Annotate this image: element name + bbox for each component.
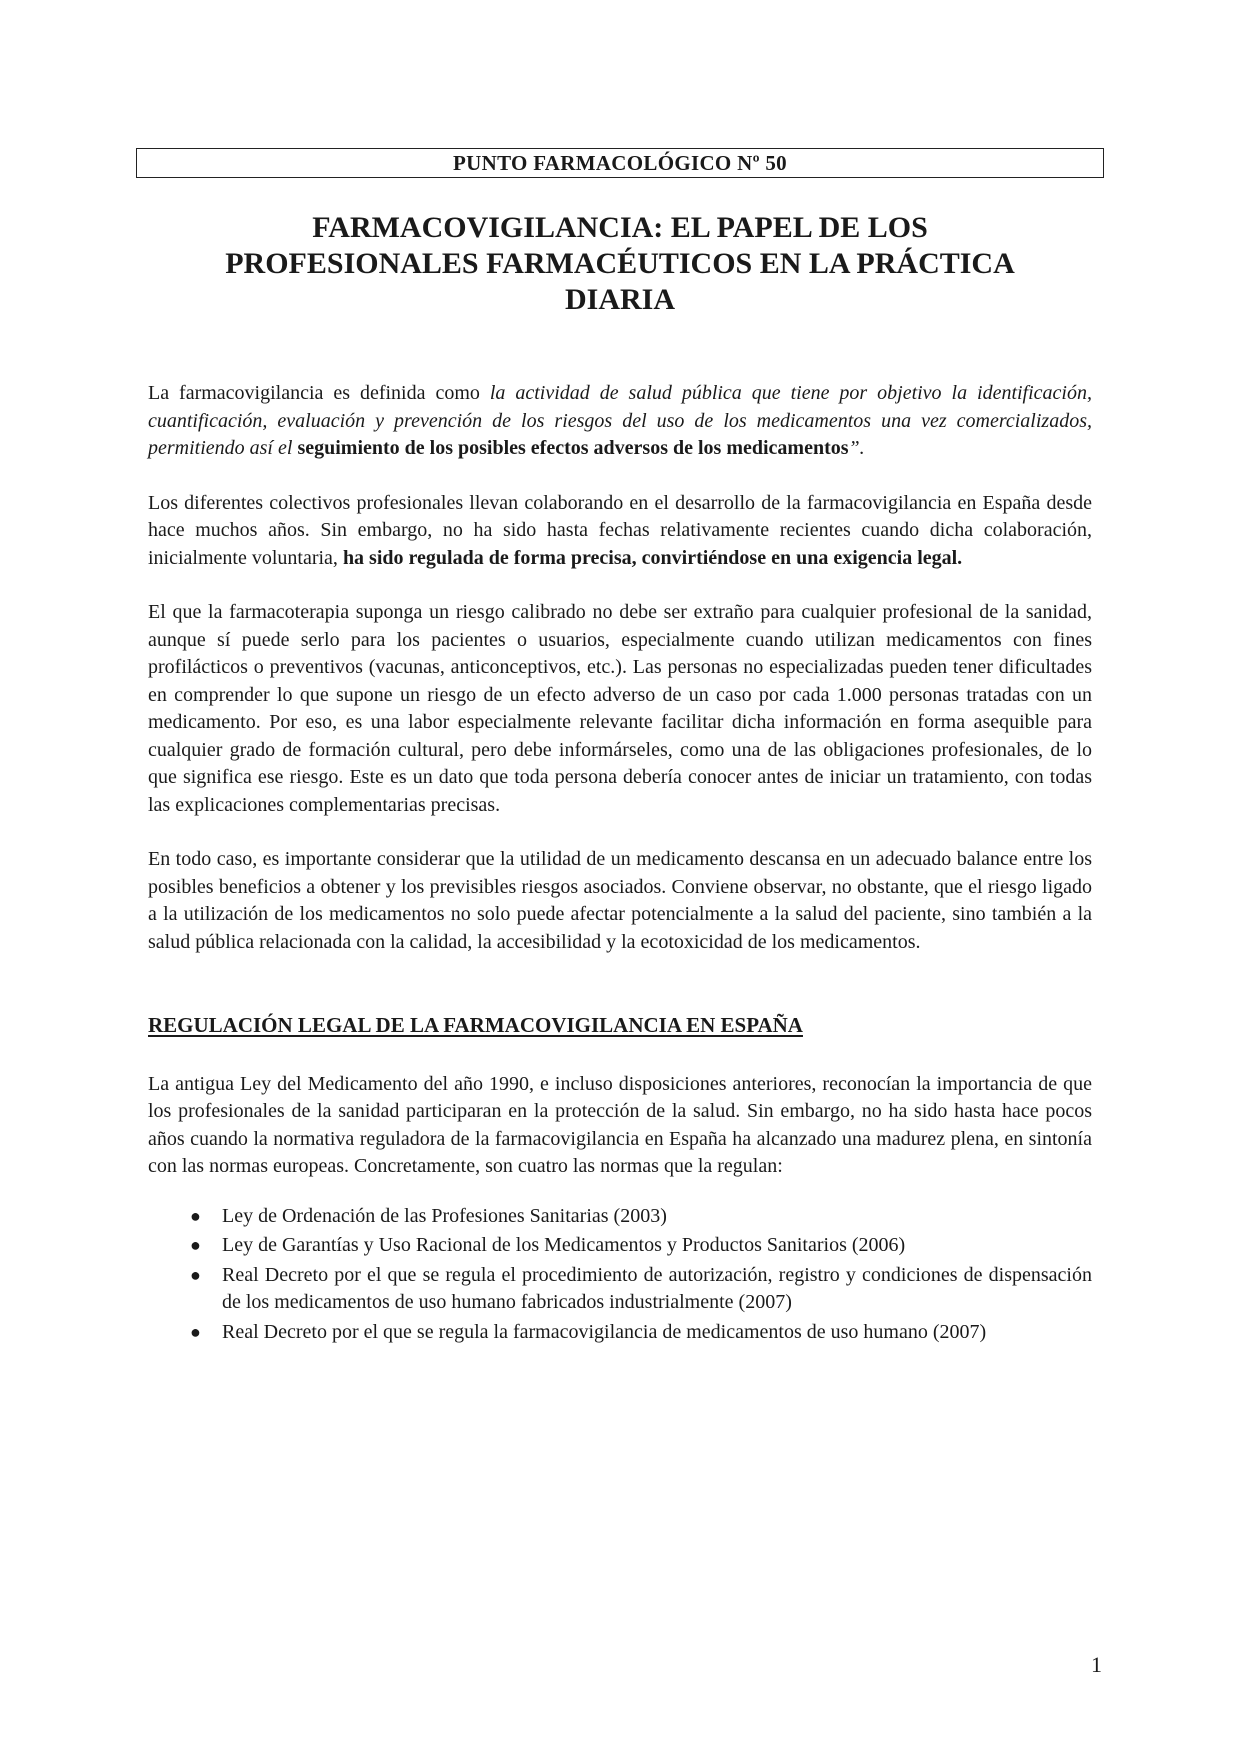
list-item-text: Real Decreto por el que se regula el procedimiento de autorización, registro y condiciones de dispensación de los medicamentos de uso humano fabricados industrialmente (2007) [222, 1263, 1092, 1313]
list-item [148, 1262, 1092, 1317]
definition-bold: seguimiento de los posibles efectos adversos de los medicamentos [297, 437, 849, 459]
list-item [148, 1203, 1092, 1231]
document-header-box [136, 148, 1104, 178]
bullet-icon: ● [190, 1321, 201, 1342]
paragraph-definition [148, 380, 1092, 463]
definition-intro: La farmacovigilancia es definida como [148, 382, 490, 404]
list-item-text: Ley de Garantías y Uso Racional de los Medicamentos y Productos Sanitarios (2006) [222, 1234, 906, 1256]
paragraph-regulation: La antigua Ley del Medicamento del año 1990, e incluso disposiciones anteriores, reconocían la importancia de que los profesionales de la sanidad participaran en la protección de la salud. Sin embargo, no ha sido hasta hace pocos años cuando la normativa reguladora de la farmacovigilancia en España ha alcanzado una madurez plena, en sintonía con las normas europeas. Concretamente, son cuatro las normas que la regulan: [148, 1072, 1092, 1177]
bullet-icon: ● [190, 1235, 201, 1255]
definition-italic: la actividad de salud pública que tiene por objetivo la identificación, cuantificación, evaluación y prevención de los riesgos del uso de los medicamentos una vez comercializados, permitiendo así el [148, 382, 1092, 459]
page-number: 1 [1091, 1652, 1102, 1677]
list-item-text: Ley de Ordenación de las Profesiones Sanitarias (2003) [222, 1204, 667, 1227]
document-title [150, 210, 1090, 318]
laws-list [148, 1203, 1092, 1347]
section-heading: REGULACIÓN LEGAL DE LA FARMACOVIGILANCIA EN ESPAÑA [148, 1013, 803, 1037]
collaboration-text: Los diferentes colectivos profesionales llevan colaborando en el desarrollo de la farmacovigilancia en España desde hace muchos años. Sin embargo, no ha sido hasta fechas relativamente recientes cuando dicha colaboración, inicialmente voluntaria, [148, 491, 1092, 569]
list-item-text: Real Decreto por el que se regula la farmacovigilancia de medicamentos de uso humano (2007) [222, 1320, 987, 1343]
title-line-3: DIARIA [564, 283, 675, 316]
definition-end: ”. [848, 437, 865, 459]
paragraph-balance: En todo caso, es importante considerar que la utilidad de un medicamento descansa en un adecuado balance entre los posibles beneficios a obtener y los previsibles riesgos asociados. Conviene observar, no obstante, que el riesgo ligado a la utilización de los medicamentos no solo puede afectar potencialmente a la salud del paciente, sino también a la salud pública relacionada con la calidad, la accesibilidad y la ecotoxicidad de los medicamentos. [148, 848, 1092, 953]
bullet-icon: ● [190, 1205, 201, 1226]
title-line-1: FARMACOVIGILANCIA: EL PAPEL DE LOS [312, 211, 928, 244]
collaboration-bold: ha sido regulada de forma precisa, convirtiéndose en una exigencia legal. [342, 546, 963, 569]
list-item [148, 1319, 1092, 1347]
list-item [148, 1232, 1092, 1260]
paragraph-risk: El que la farmacoterapia suponga un riesgo calibrado no debe ser extraño para cualquier profesional de la sanidad, aunque sí puede serlo para los pacientes o usuarios, especialmente cuando utilizan medicamentos con fines profilácticos o preventivos (vacunas, anticonceptivos, etc.). Las personas no especializadas pueden tener dificultades en comprender lo que supone un riesgo de un efecto adverso de un caso por cada 1.000 personas tratadas con un medicamento. Por eso, es una labor especialmente relevante facilitar dicha información en forma asequible para cualquier grado de formación cultural, pero debe informárseles, como una de las obligaciones profesionales, de lo que significa ese riesgo. Este es un dato que toda persona debería conocer antes de iniciar un tratamiento, con todas las explicaciones complementarias precisas. [148, 601, 1092, 816]
title-line-2: PROFESIONALES FARMACÉUTICOS EN LA PRÁCTICA [225, 247, 1015, 280]
header-label: PUNTO FARMACOLÓGICO Nº 50 [453, 151, 787, 175]
document-body [148, 380, 1092, 1348]
paragraph-collaboration [148, 490, 1092, 573]
bullet-icon: ● [190, 1264, 201, 1285]
